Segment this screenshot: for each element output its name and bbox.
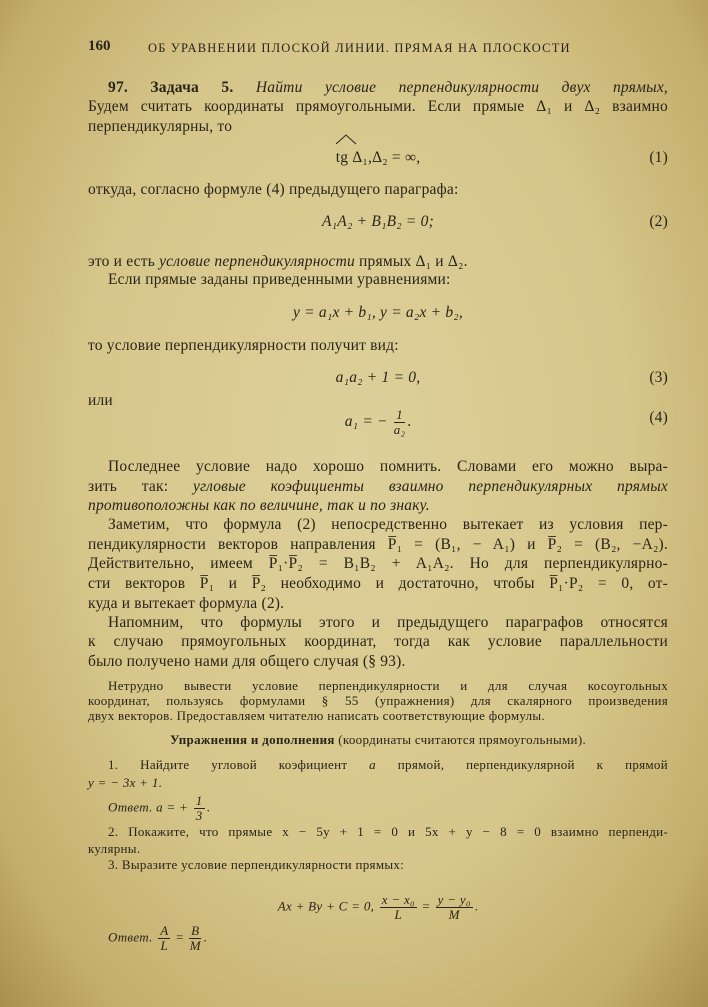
- text-line: [88, 457, 668, 477]
- fraction-numerator: A: [160, 923, 169, 938]
- italic-text: Ответ.: [108, 799, 153, 815]
- text: [153, 929, 157, 944]
- text: прямой, перпендикулярной к прямой: [397, 757, 668, 772]
- text-line: [88, 793, 668, 823]
- equation-number: (2): [649, 213, 668, 230]
- text: двух векторов. Предоставляем читателю написать соответствующие формулы.: [88, 708, 545, 723]
- text-line: [88, 554, 668, 574]
- equation-number: (1): [649, 149, 668, 166]
- text-line: [88, 892, 668, 922]
- text: 3. Выразите условие перпендикулярности прямых:: [108, 857, 405, 872]
- text-line: [88, 515, 668, 535]
- angle-hat-mark: [334, 132, 358, 150]
- text: tg Δ₁,Δ₂ = ∞,: [335, 149, 421, 166]
- text: Последнее условие надо хорошо помнить. Словами его можно выра-: [108, 458, 668, 475]
- fraction: [380, 893, 417, 922]
- fraction-denominator: 3: [195, 808, 203, 823]
- text-line: [88, 117, 668, 137]
- fraction-denominator: a₂: [393, 422, 406, 437]
- text: Напомним, что формулы этого и предыдущего параграфов относятся: [108, 614, 668, 631]
- text: .: [206, 799, 211, 815]
- italic-text: a₁a₂ + 1 = 0,: [335, 369, 421, 386]
- text-line: [88, 535, 668, 555]
- fraction-denominator: M: [448, 907, 460, 922]
- italic-text: a₁ = −: [344, 413, 392, 431]
- text: =: [172, 929, 188, 945]
- text: прямых Δ₁ и Δ₂.: [354, 253, 468, 270]
- fraction: [189, 924, 201, 953]
- italic-text: условие перпендикулярности: [159, 253, 355, 270]
- text: =: [418, 898, 434, 914]
- fraction-numerator: x − x₀: [381, 892, 415, 907]
- text-line: [88, 97, 668, 117]
- fraction-numerator: 1: [394, 408, 405, 423]
- text-line: [88, 477, 668, 497]
- text: или: [88, 392, 113, 409]
- text: (координаты считаются прямоугольными).: [334, 732, 586, 747]
- text: Если прямые заданы приведенными уравнениями:: [108, 271, 451, 288]
- fraction-numerator: y − y₀: [437, 892, 471, 907]
- text-line: [88, 730, 668, 750]
- text: куда и вытекает формула (2).: [88, 595, 285, 612]
- text: кулярны.: [88, 841, 141, 856]
- italic-text: угловые коэфициенты взаимно перпендикулярных прямых: [192, 478, 668, 495]
- fraction-denominator: M: [189, 938, 201, 953]
- text-line: [88, 706, 668, 726]
- text: координат, пользуясь формулами § 55 (упражнения) для скалярного произведения: [88, 693, 668, 708]
- text-line: [88, 407, 668, 437]
- text: то условие перпендикулярности получит вид:: [88, 337, 399, 354]
- italic-text: Ответ.: [108, 929, 153, 945]
- text-line: [88, 594, 668, 614]
- text-line: [88, 270, 668, 290]
- italic-text: A₁A₂ + B₁B₂ = 0;: [322, 213, 434, 230]
- fraction-numerator: 1: [195, 793, 203, 808]
- text-line: [88, 180, 668, 200]
- text-line: [88, 923, 668, 953]
- text-line: [88, 496, 668, 516]
- fraction: [158, 924, 170, 953]
- text-line: [88, 574, 668, 594]
- text-line: [88, 613, 668, 633]
- fraction-numerator: B: [191, 923, 200, 938]
- text-line: [88, 78, 668, 98]
- text-line: [88, 368, 668, 388]
- text: .: [474, 898, 479, 914]
- italic-text: a = +: [152, 799, 192, 815]
- text: Заметим, что формула (2) непосредственно вытекает из условия пер-: [108, 516, 668, 533]
- text: .: [203, 929, 207, 945]
- fraction: [194, 794, 205, 823]
- text-line: [88, 303, 668, 323]
- text: было получено нами для общего случая (§ 93).: [88, 653, 406, 670]
- italic-text: Найти условие перпендикулярности двух прямых,: [255, 79, 668, 96]
- text-line: [88, 773, 668, 793]
- text: пендикулярности векторов направления P̅₁ = (B₁, − A₁) и P̅₂ = (B₂, −A₂).: [88, 536, 668, 553]
- text: это и есть: [88, 253, 160, 270]
- text: .: [407, 413, 412, 431]
- italic-text: противоположны как по величине, так и по знаку.: [88, 497, 430, 514]
- text: Действительно, имеем P̅₁·P̅₂ = B₁B₂ + A₁A₂. Но для перпендикулярно-: [88, 555, 668, 572]
- text-line: [88, 855, 668, 875]
- page-number: 160: [88, 38, 111, 54]
- text: к случаю прямоугольных координат, тогда как условие параллельности: [88, 633, 668, 650]
- bold-text: 97. Задача 5.: [108, 79, 256, 96]
- text-line: [88, 336, 668, 356]
- text: Будем считать координаты прямоугольными. Если прямые Δ₁ и Δ₂ взаимно: [88, 98, 668, 115]
- text-line: [88, 212, 668, 232]
- text-line: [88, 652, 668, 672]
- text: откуда, согласно формуле (4) предыдущего параграфа:: [88, 181, 459, 198]
- text-line: [88, 632, 668, 652]
- text: Нетрудно вывести условие перпендикулярности и для случая косоугольных: [108, 678, 668, 693]
- text: 1. Найдите угловой коэфициент: [108, 757, 370, 772]
- text: зить так:: [88, 478, 193, 495]
- fraction-denominator: L: [394, 907, 403, 922]
- text-line: [88, 148, 668, 168]
- equation-number: (3): [649, 369, 668, 386]
- italic-text: a: [369, 757, 376, 772]
- text-line: [88, 252, 668, 272]
- italic-text: y = − 3x + 1.: [88, 775, 163, 790]
- fraction: [394, 408, 405, 437]
- fraction-denominator: L: [160, 938, 169, 953]
- fraction: [436, 893, 473, 922]
- text: 2. Покажите, что прямые x − 5y + 1 = 0 и 5x + y − 8 = 0 взаимно перпенди-: [108, 824, 668, 839]
- text: перпендикулярны, то: [88, 118, 233, 135]
- italic-text: Ax + By + C = 0,: [277, 898, 378, 914]
- running-title: ОБ УРАВНЕНИИ ПЛОСКОЙ ЛИНИИ. ПРЯМАЯ НА ПЛОСКОСТИ: [148, 41, 571, 55]
- italic-text: y = a₁x + b₁, y = a₂x + b₂,: [293, 304, 463, 321]
- equation-number: (4): [649, 409, 668, 426]
- text-line: [88, 755, 668, 775]
- text: сти векторов P̅₁ и P̅₂ необходимо и достаточно, чтобы P̅₁·P₂ = 0, от-: [88, 575, 668, 592]
- bold-text: Упражнения и дополнения: [169, 732, 335, 747]
